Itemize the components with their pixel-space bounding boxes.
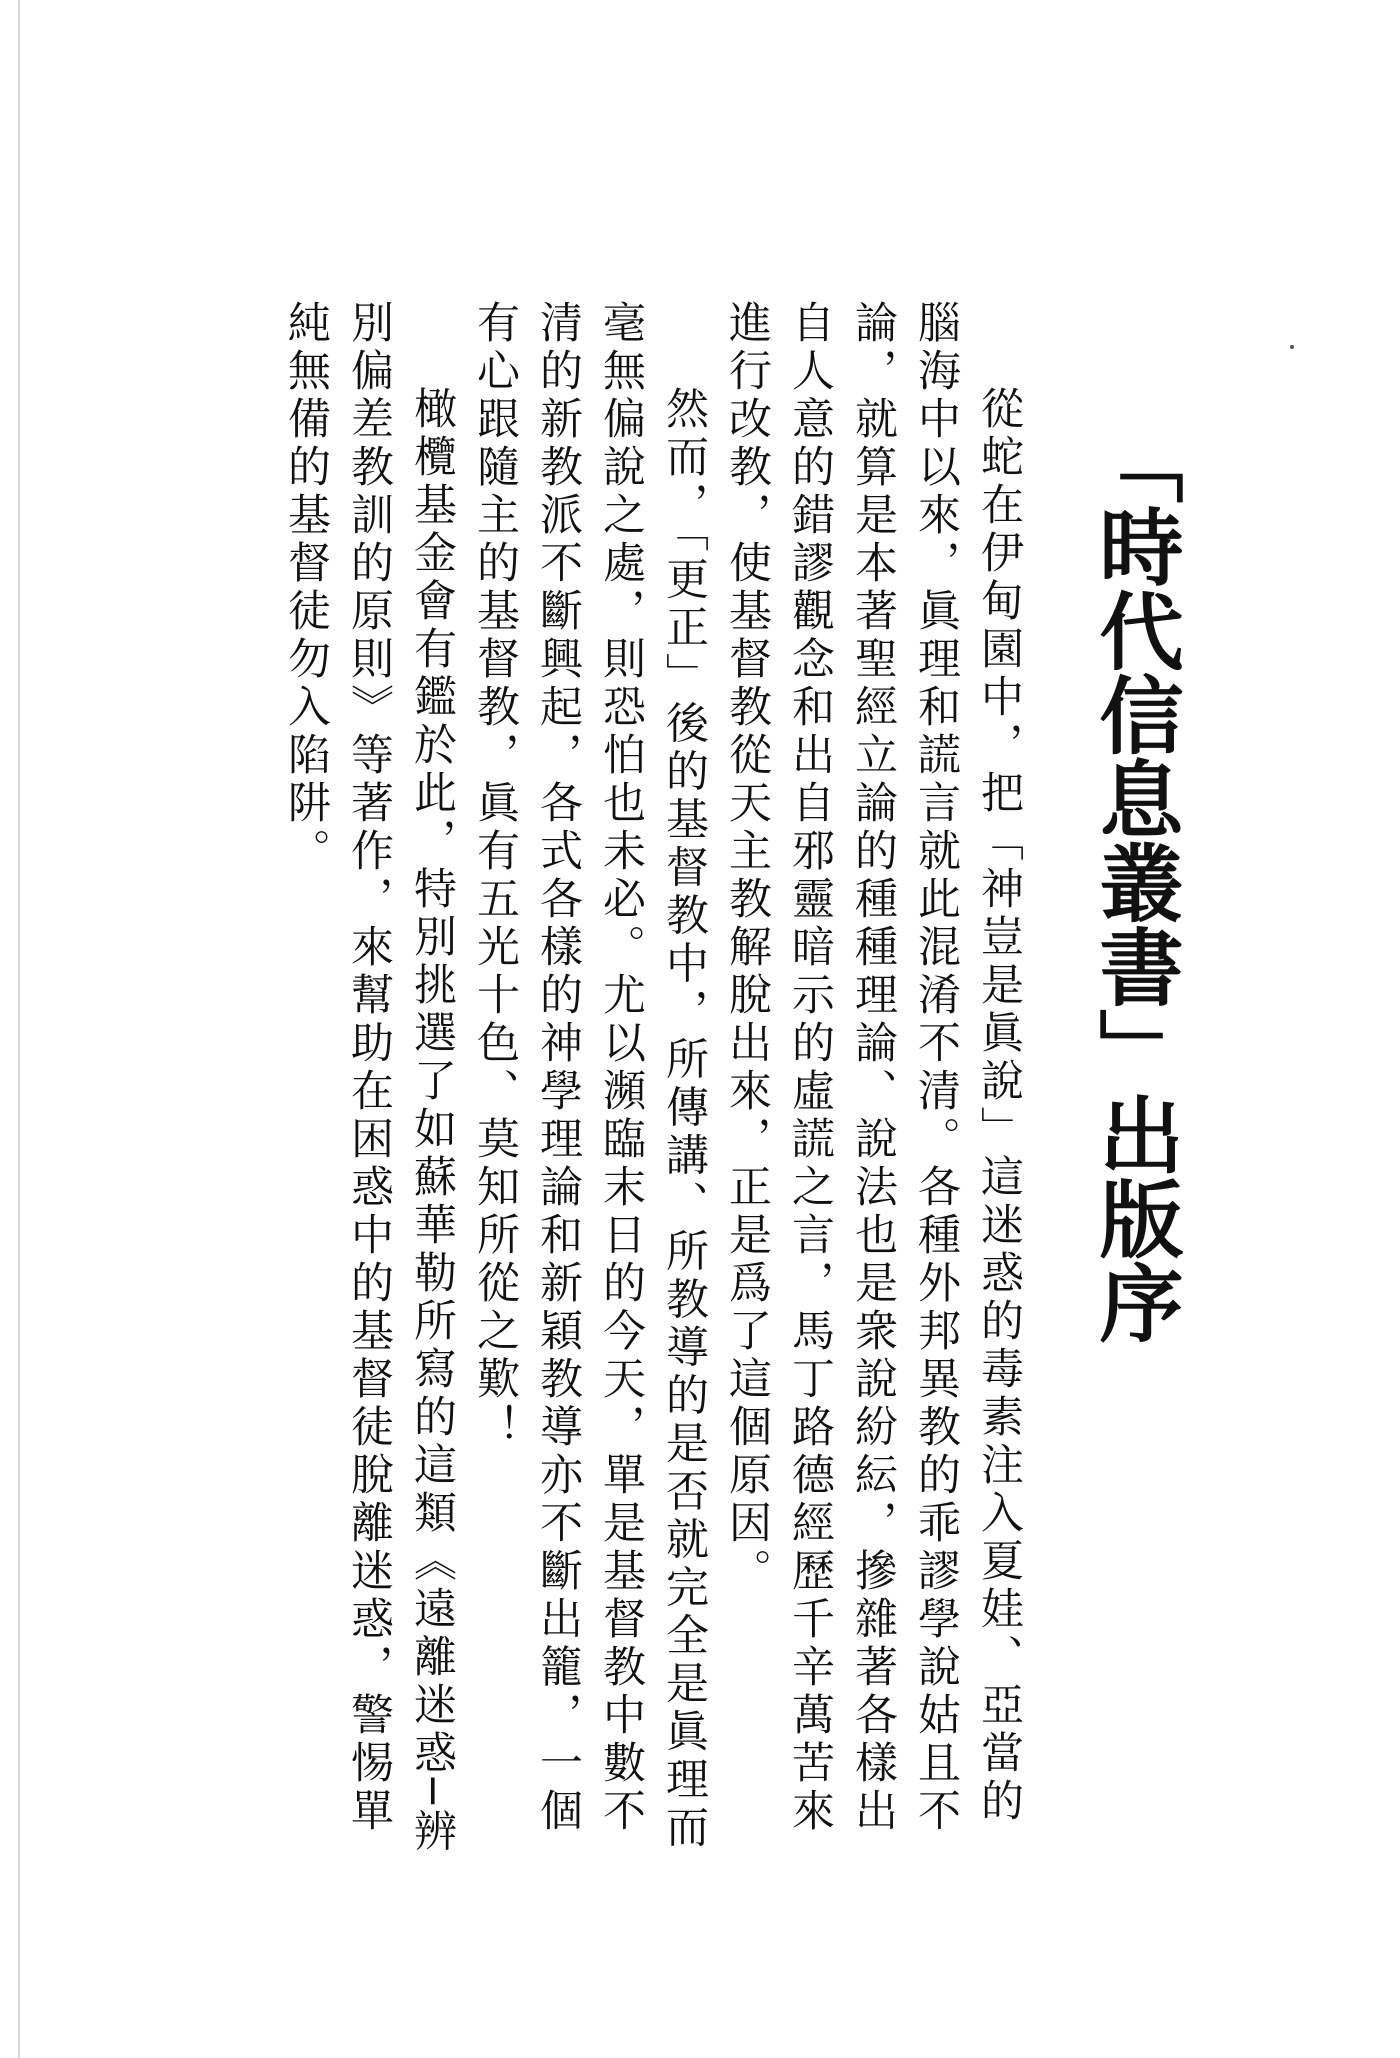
paragraph-3: 橄欖基金會有鑑於此，特別挑選了如蘇華勒所寫的這類《遠離迷惑─辨別偏差教訓的原則》等著作，來幫助在困惑中的基督徒脫離迷惑，警惕單純無備的基督徒勿入陷阱。 bbox=[281, 300, 457, 1857]
paragraph-2: 然而，「更正」後的基督教中，所傳講、所教導的是否就完全是眞理而毫無偏說之處，則恐怕也未必。尤以瀕臨末日的今天，單是基督教中數不清的新教派不斷興起，各式各樣的神學理論和新穎教導亦不斷出籠，一個有心跟隨主的基督教，眞有五光十色、莫知所從之歎！ bbox=[470, 300, 709, 1853]
page-binding-edge bbox=[18, 0, 20, 2058]
scan-speck bbox=[1290, 345, 1294, 349]
paragraph-1: 從蛇在伊甸園中，把「神豈是眞說」這迷惑的毒素注入夏娃、亞當的腦海中以來，眞理和謊言就此混淆不清。各種外邦異教的乖謬學說姑且不論，就算是本著聖經立論的種種理論、說法也是衆說紛紜，摻雜著各樣出自人意的錯謬觀念和出自邪靈暗示的虛謊之言，馬丁路德經歷千辛萬苦來進行改教，使基督教從天主教解脫出來，正是爲了這個原因。 bbox=[722, 300, 1024, 1836]
body-text bbox=[270, 300, 1030, 1860]
page-title: 「時代信息叢書」出版序 bbox=[1086, 420, 1184, 1344]
